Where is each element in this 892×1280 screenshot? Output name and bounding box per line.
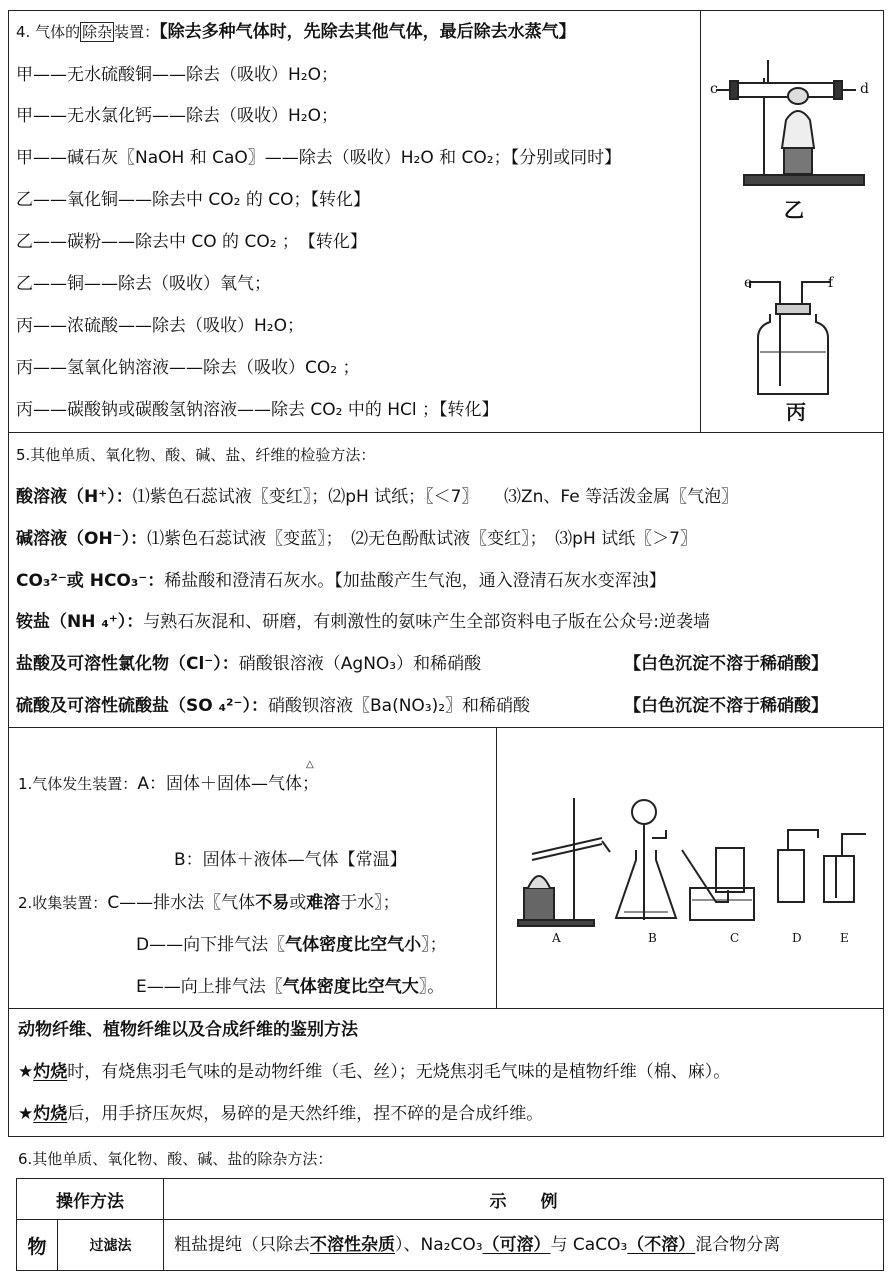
section5-row [16, 698, 530, 715]
section5-row-tail: 【白色沉淀不溶于稀硝酸】 [624, 696, 828, 716]
section4-row: 丙——浓硫酸——除去（吸收）H₂O； [16, 316, 304, 336]
table-method-label: 过滤法 [89, 1238, 132, 1254]
section5-row [16, 489, 738, 506]
example-text: 与 CaCO₃ [550, 1234, 628, 1255]
section4-title-prefix: 4. 气体的 [16, 23, 81, 41]
example-text: ）、Na₂CO₃ [395, 1234, 483, 1255]
collection-c-bold: 难溶 [306, 893, 341, 913]
section5-row-head: 碱溶液（OH⁻）： [16, 529, 148, 549]
figure-bing-port-f: f [828, 275, 834, 291]
table-example-text [174, 1234, 781, 1255]
collection-d-bold: 气体密度比空气小 [285, 935, 422, 955]
fiber-line-text: 后，用手挤压灰烬，易碎的是天然纤维，捏不碎的是合成纤维。 [67, 1104, 544, 1124]
table-header-example-label: 示 例 [489, 1191, 558, 1212]
figure-bing-port-e: e [744, 275, 753, 291]
collection-line-c [18, 895, 400, 912]
collection-c-text: 于水〗； [340, 893, 400, 913]
section4-row: 甲——无水氯化钙——除去（吸收）H₂O； [16, 106, 338, 126]
example-underlined: （不溶） [627, 1234, 696, 1255]
example-underlined: 不溶性杂质 [310, 1234, 395, 1255]
section4-row: 乙——碳粉——除去中 CO 的 CO₂ ； 【转化】 [16, 232, 367, 252]
table-cell-method [57, 1219, 164, 1271]
fiber-line-1 [18, 1064, 730, 1081]
apparatus-figure-abcde [506, 790, 876, 950]
section5-title: 5.其他单质、氧化物、酸、碱、盐、纤维的检验方法： [16, 446, 376, 464]
section5-row-tail: 【白色沉淀不溶于稀硝酸】 [624, 654, 828, 674]
figure-yi-port-d: d [860, 81, 869, 97]
section4-row: 甲——无水硫酸铜——除去（吸收）H₂O； [16, 65, 338, 85]
collection-d-text: 〗； [421, 935, 447, 955]
example-text: 混合物分离 [695, 1234, 781, 1255]
table-header-method-label: 操作方法 [56, 1191, 124, 1212]
figure-bing-label: 丙 [786, 400, 806, 424]
gas-generation-a-text: A：固体＋固体 [137, 774, 251, 794]
collection-c-bold: 不易 [255, 893, 290, 913]
section5-row-head: 酸溶液（H⁺）： [16, 487, 133, 507]
collection-d-text: D——向下排气法〖 [136, 935, 286, 955]
section4-row: 乙——氧化铜——除去中 CO₂ 的 CO；【转化】 [16, 190, 371, 210]
section5-row-text: 与熟石灰混和、研磨，有刺激性的氨味产生全部资料电子版在公众号:逆袭墙 [143, 612, 711, 632]
gas-washing-bottle-figure [740, 275, 850, 398]
table-cell-example [163, 1219, 884, 1271]
section5-row-text: ⑴紫色石蕊试液〖变蓝〗； ⑵无色酚酞试液〖变红〗； ⑶pH 试纸〖＞7〗 [147, 529, 697, 549]
gas-generation-a-suffix: —气体； [250, 774, 319, 794]
section5-row-head: CO₃²⁻或 HCO₃⁻： [16, 571, 165, 591]
gas-generation-line-a [18, 776, 319, 793]
fiber-line-text: 时，有烧焦羽毛气味的是动物纤维（毛、丝）；无烧焦羽毛气味的是植物纤维（棉、麻）。 [67, 1062, 731, 1082]
collection-e-text: E——向上排气法〖 [136, 977, 283, 997]
gas-generation-line-b: B：固体＋液体—气体【常温】 [174, 850, 407, 870]
figure-yi-label: 乙 [784, 198, 804, 222]
section5-row-head: 盐酸及可溶性氯化物（Cl⁻）： [16, 654, 239, 674]
apparatus-figure-divider [496, 727, 497, 1009]
example-text: 粗盐提纯（只除去 [174, 1234, 310, 1255]
heated-tube-apparatus-figure [706, 50, 878, 200]
section4-row: 甲——碱石灰〖NaOH 和 CaO〗——除去（吸收）H₂O 和 CO₂；【分别或同时】 [16, 148, 622, 168]
fiber-line-2 [18, 1106, 543, 1123]
figure-label-e: E [840, 931, 849, 945]
figure-yi-port-c: c [710, 81, 718, 97]
section5-row-text: 硝酸钡溶液〖Ba(NO₃)₂〗和稀硝酸 [267, 696, 531, 716]
star-icon: ★ [18, 1104, 34, 1124]
example-underlined: （可溶） [482, 1234, 551, 1255]
section4-title-boxed: 除杂 [82, 23, 113, 41]
figure-label-c: C [730, 931, 740, 945]
table-header-method [16, 1178, 164, 1220]
section4-title-suffix: 装置： [114, 23, 160, 41]
section5-row-head: 硫酸及可溶性硫酸盐（SO ₄²⁻）： [16, 696, 268, 716]
collection-title: 2.收集装置： [18, 894, 108, 912]
section5-row-head: 铵盐（NH ₄⁺）： [16, 612, 144, 632]
figure-label-a: A [552, 931, 561, 945]
section5-row-text: 硝酸银溶液（AgNO₃）和稀硝酸 [238, 654, 482, 674]
figure-label-d: D [792, 931, 802, 945]
section4-row: 丙——氢氧化钠溶液——除去（吸收）CO₂ ； [16, 358, 360, 378]
section4-row: 丙——碳酸钠或碳酸氢钠溶液——除去 CO₂ 中的 HCl ；【转化】 [16, 400, 499, 420]
section6-title: 6.其他单质、氧化物、酸、碱、盐的除杂方法： [18, 1150, 333, 1168]
fiber-title: 动物纤维、植物纤维以及合成纤维的鉴别方法 [18, 1020, 358, 1040]
section5-row [16, 656, 481, 673]
collection-c-text: 或 [289, 893, 307, 913]
section5-row [16, 573, 666, 590]
collection-c-text: C——排水法〖气体 [107, 893, 256, 913]
gas-generation-title: 1.气体发生装置： [18, 775, 138, 793]
fiber-key-term: 灼烧 [33, 1062, 68, 1082]
section5-row-text: 稀盐酸和澄清石灰水。【加盐酸产生气泡，通入澄清石灰水变浑浊】 [164, 571, 666, 591]
heating-symbol: △ [306, 759, 314, 770]
star-icon: ★ [18, 1062, 34, 1082]
collection-e-bold: 气体密度比空气大 [282, 977, 419, 997]
collection-line-d [136, 937, 447, 954]
table-header-example [163, 1178, 884, 1220]
section4-row: 乙——铜——除去（吸收）氧气； [16, 274, 271, 294]
section4-title [16, 24, 576, 41]
figure-label-b: B [648, 931, 657, 945]
collection-e-text: 〗。 [418, 977, 445, 997]
section4-title-rule: 【除去多种气体时，先除去其他气体，最后除去水蒸气】 [159, 22, 576, 42]
section5-row-text: ⑴紫色石蕊试液〖变红〗；⑵pH 试纸；〖＜7〗 ⑶Zn、Fe 等活泼金属〖气泡〗 [132, 487, 739, 507]
table-category-label: 物 [27, 1235, 47, 1258]
section5-row [16, 614, 710, 631]
collection-line-e [136, 979, 444, 996]
fiber-key-term: 灼烧 [33, 1104, 68, 1124]
table-cell-category [16, 1219, 58, 1271]
section5-row [16, 531, 697, 548]
